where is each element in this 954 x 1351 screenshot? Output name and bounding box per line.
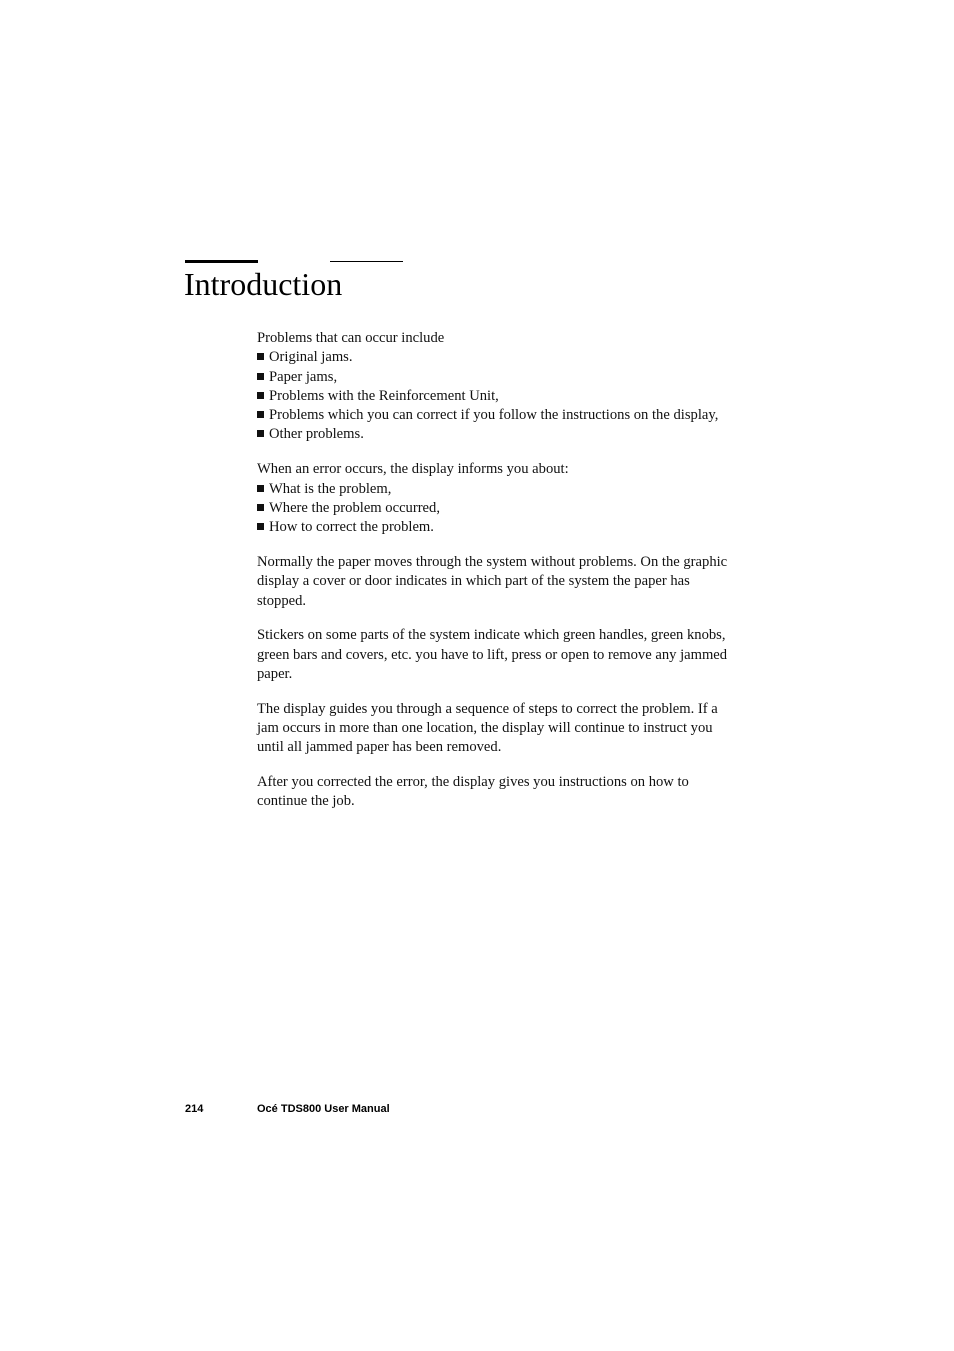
paragraph-paper-flow: Normally the paper moves through the system without problems. On the graphic display a cover or door indicates in which part of the system the paper has stopped. <box>257 553 728 609</box>
paragraph-display-guide: The display guides you through a sequence of steps to correct the problem. If a jam occurs in more than one location, the display will continue to instruct you until all jammed paper has been removed. <box>257 700 718 756</box>
square-bullet-icon <box>257 353 264 360</box>
heading-rule-thick <box>185 260 258 263</box>
error-info-list <box>257 480 737 538</box>
square-bullet-icon <box>257 523 264 530</box>
list-item: How to correct the problem. <box>257 518 737 537</box>
error-lead: When an error occurs, the display informs you about: <box>257 461 569 478</box>
body-text <box>257 329 737 827</box>
square-bullet-icon <box>257 392 264 399</box>
page-title: Introduction <box>184 266 343 302</box>
list-item: Original jams. <box>257 348 737 367</box>
square-bullet-icon <box>257 411 264 418</box>
intro-lead: Problems that can occur include <box>257 330 445 346</box>
square-bullet-icon <box>257 485 264 492</box>
list-item: Other problems. <box>257 425 737 444</box>
paragraph-stickers: Stickers on some parts of the system indicate which green handles, green knobs, green bars and covers, etc. you have to lift, press or open to remove any jammed paper. <box>257 627 728 682</box>
manual-title: Océ TDS800 User Manual <box>257 1103 390 1115</box>
square-bullet-icon <box>257 373 264 380</box>
list-item: Problems with the Reinforcement Unit, <box>257 387 737 406</box>
square-bullet-icon <box>257 430 264 437</box>
page-number: 214 <box>185 1103 204 1115</box>
problem-list <box>257 348 737 444</box>
paragraph-after-correction: After you corrected the error, the display gives you instructions on how to continue the job. <box>257 774 689 810</box>
list-item: Where the problem occurred, <box>257 499 737 518</box>
square-bullet-icon <box>257 504 264 511</box>
list-item: Problems which you can correct if you follow the instructions on the display, <box>257 406 737 425</box>
list-item: Paper jams, <box>257 368 737 387</box>
heading-rule-thin <box>330 261 403 262</box>
list-item: What is the problem, <box>257 480 737 499</box>
